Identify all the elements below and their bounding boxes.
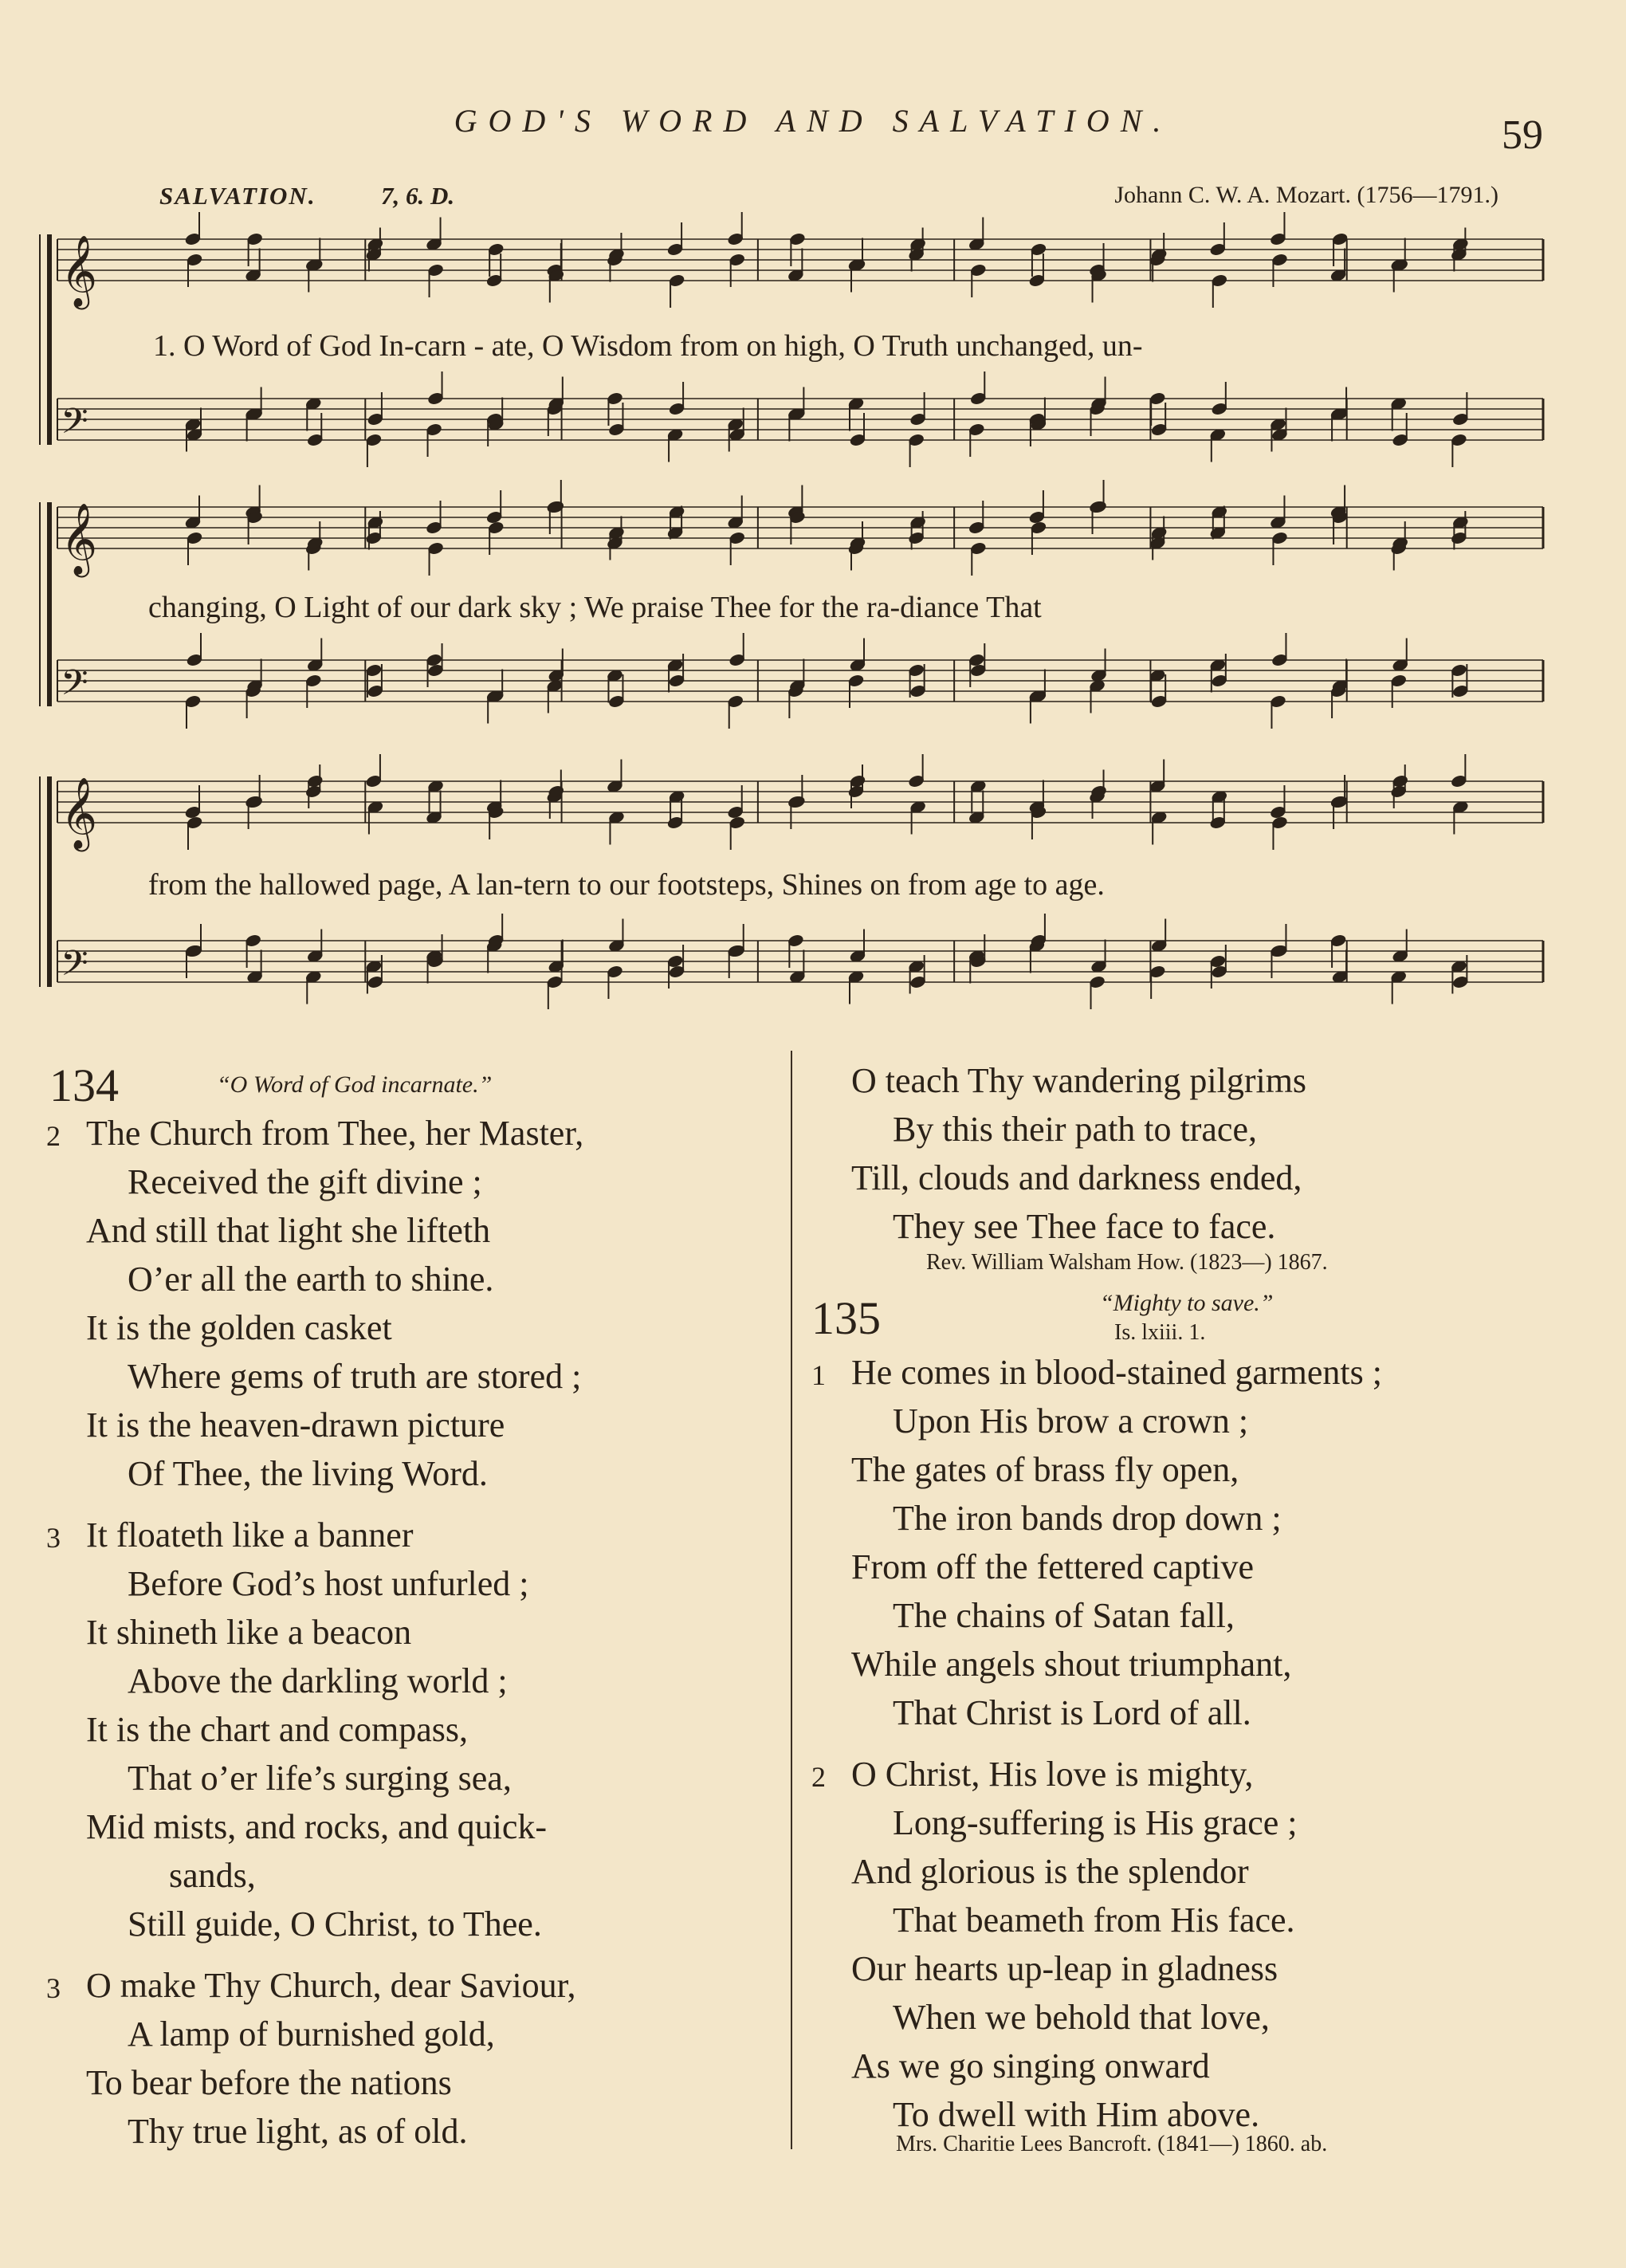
- verse-line: When we behold that love,: [893, 1998, 1270, 2037]
- verse-line: They see Thee face to face.: [893, 1207, 1276, 1246]
- verse-line: That Christ is Lord of all.: [893, 1693, 1251, 1732]
- verse-line: From off the fettered captive: [851, 1547, 1254, 1586]
- hymn-134-title: “O Word of God incarnate.”: [217, 1071, 493, 1098]
- verse-line: Our hearts up-leap in gladness: [851, 1949, 1278, 1988]
- composer-credit: Johann C. W. A. Mozart. (1756—1791.): [1114, 182, 1498, 208]
- verse-line: Before God’s host unfurled ;: [128, 1564, 529, 1603]
- page-number: 59: [1502, 112, 1543, 158]
- clef-symbol: 𝄢: [61, 662, 88, 712]
- verse-line: That o’er life’s surging sea,: [128, 1759, 512, 1798]
- hymn-135-number: 135: [811, 1292, 881, 1344]
- verse-line: It is the chart and compass,: [86, 1710, 468, 1749]
- verse-line: O Christ, His love is mighty,: [851, 1755, 1254, 1794]
- hymn-134-number: 134: [49, 1059, 119, 1111]
- verse-line: As we go singing onward: [851, 2046, 1210, 2085]
- verse-line: And still that light she lifteth: [86, 1211, 491, 1250]
- verse-line: That beameth from His face.: [893, 1900, 1295, 1940]
- verse-line: Of Thee, the living Word.: [128, 1454, 488, 1493]
- tune-name: SALVATION.: [159, 182, 316, 210]
- verse-line: It is the heaven-drawn picture: [86, 1405, 505, 1445]
- lyric-line-3: from the hallowed page, A lan-tern to our footsteps, Shines on from age to age.: [148, 868, 1105, 902]
- stanza-number: 3: [46, 1522, 61, 1554]
- verse-line: To bear before the nations: [86, 2063, 452, 2102]
- column-divider: [791, 1051, 792, 2149]
- clef-symbol: 𝄞: [61, 503, 98, 575]
- verse-line: O teach Thy wandering pilgrims: [851, 1061, 1307, 1100]
- clef-symbol: 𝄞: [61, 235, 98, 307]
- clef-symbol: 𝄢: [61, 400, 88, 450]
- verse-line: The chains of Satan fall,: [893, 1596, 1235, 1635]
- verse-line: It shineth like a beacon: [86, 1613, 412, 1652]
- verse-line: To dwell with Him above.: [893, 2095, 1260, 2134]
- running-title: GOD'S WORD AND SALVATION.: [454, 103, 1172, 139]
- hymn-134-credit: Rev. William Walsham How. (1823—) 1867.: [926, 1250, 1328, 1275]
- hymn-135-credit: Mrs. Charitie Lees Bancroft. (1841—) 1860. ab.: [896, 2132, 1328, 2156]
- verse-line: Mid mists, and rocks, and quick-: [86, 1807, 548, 1846]
- verse-line: And glorious is the splendor: [851, 1852, 1249, 1891]
- verse-line: While angels shout triumphant,: [851, 1645, 1292, 1684]
- verse-line: Where gems of truth are stored ;: [128, 1357, 582, 1396]
- verse-line: O’er all the earth to shine.: [128, 1260, 494, 1299]
- verse-line: Thy true light, as of old.: [128, 2112, 468, 2151]
- stanza-number: 2: [46, 1120, 61, 1152]
- hymn-135-title: “Mighty to save.”: [1100, 1290, 1274, 1316]
- verse-line: Received the gift divine ;: [128, 1162, 482, 1201]
- verse-line: O make Thy Church, dear Saviour,: [86, 1966, 576, 2005]
- verse-line: sands,: [169, 1856, 256, 1895]
- verse-line: It floateth like a banner: [86, 1515, 414, 1555]
- verse-line: The gates of brass fly open,: [851, 1450, 1239, 1489]
- stanza-number: 1: [811, 1359, 826, 1391]
- stanza-number: 2: [811, 1761, 826, 1793]
- verse-line: The Church from Thee, her Master,: [86, 1114, 584, 1153]
- lyric-line-1: 1. O Word of God In-carn - ate, O Wisdom from on high, O Truth unchanged, un-: [153, 329, 1143, 363]
- verse-line: Long-suffering is His grace ;: [893, 1803, 1298, 1842]
- verse-line: Upon His brow a crown ;: [893, 1401, 1249, 1441]
- verse-line: He comes in blood-stained garments ;: [851, 1353, 1382, 1392]
- verse-line: The iron bands drop down ;: [893, 1499, 1282, 1538]
- verse-line: By this their path to trace,: [893, 1110, 1257, 1149]
- tune-meter: 7, 6. D.: [381, 182, 455, 210]
- verse-line: It is the golden casket: [86, 1308, 392, 1347]
- verse-line: Above the darkling world ;: [128, 1661, 508, 1700]
- clef-symbol: 𝄞: [61, 777, 98, 849]
- hymn-135-scripture: Is. lxiii. 1.: [1114, 1320, 1206, 1345]
- verse-line: Still guide, O Christ, to Thee.: [128, 1904, 542, 1944]
- lyric-line-2: changing, O Light of our dark sky ; We praise Thee for the ra-diance That: [148, 591, 1042, 624]
- stanza-number: 3: [46, 1972, 61, 2004]
- verse-line: A lamp of burnished gold,: [128, 2014, 495, 2054]
- verse-line: Till, clouds and darkness ended,: [851, 1158, 1302, 1197]
- clef-symbol: 𝄢: [61, 942, 88, 992]
